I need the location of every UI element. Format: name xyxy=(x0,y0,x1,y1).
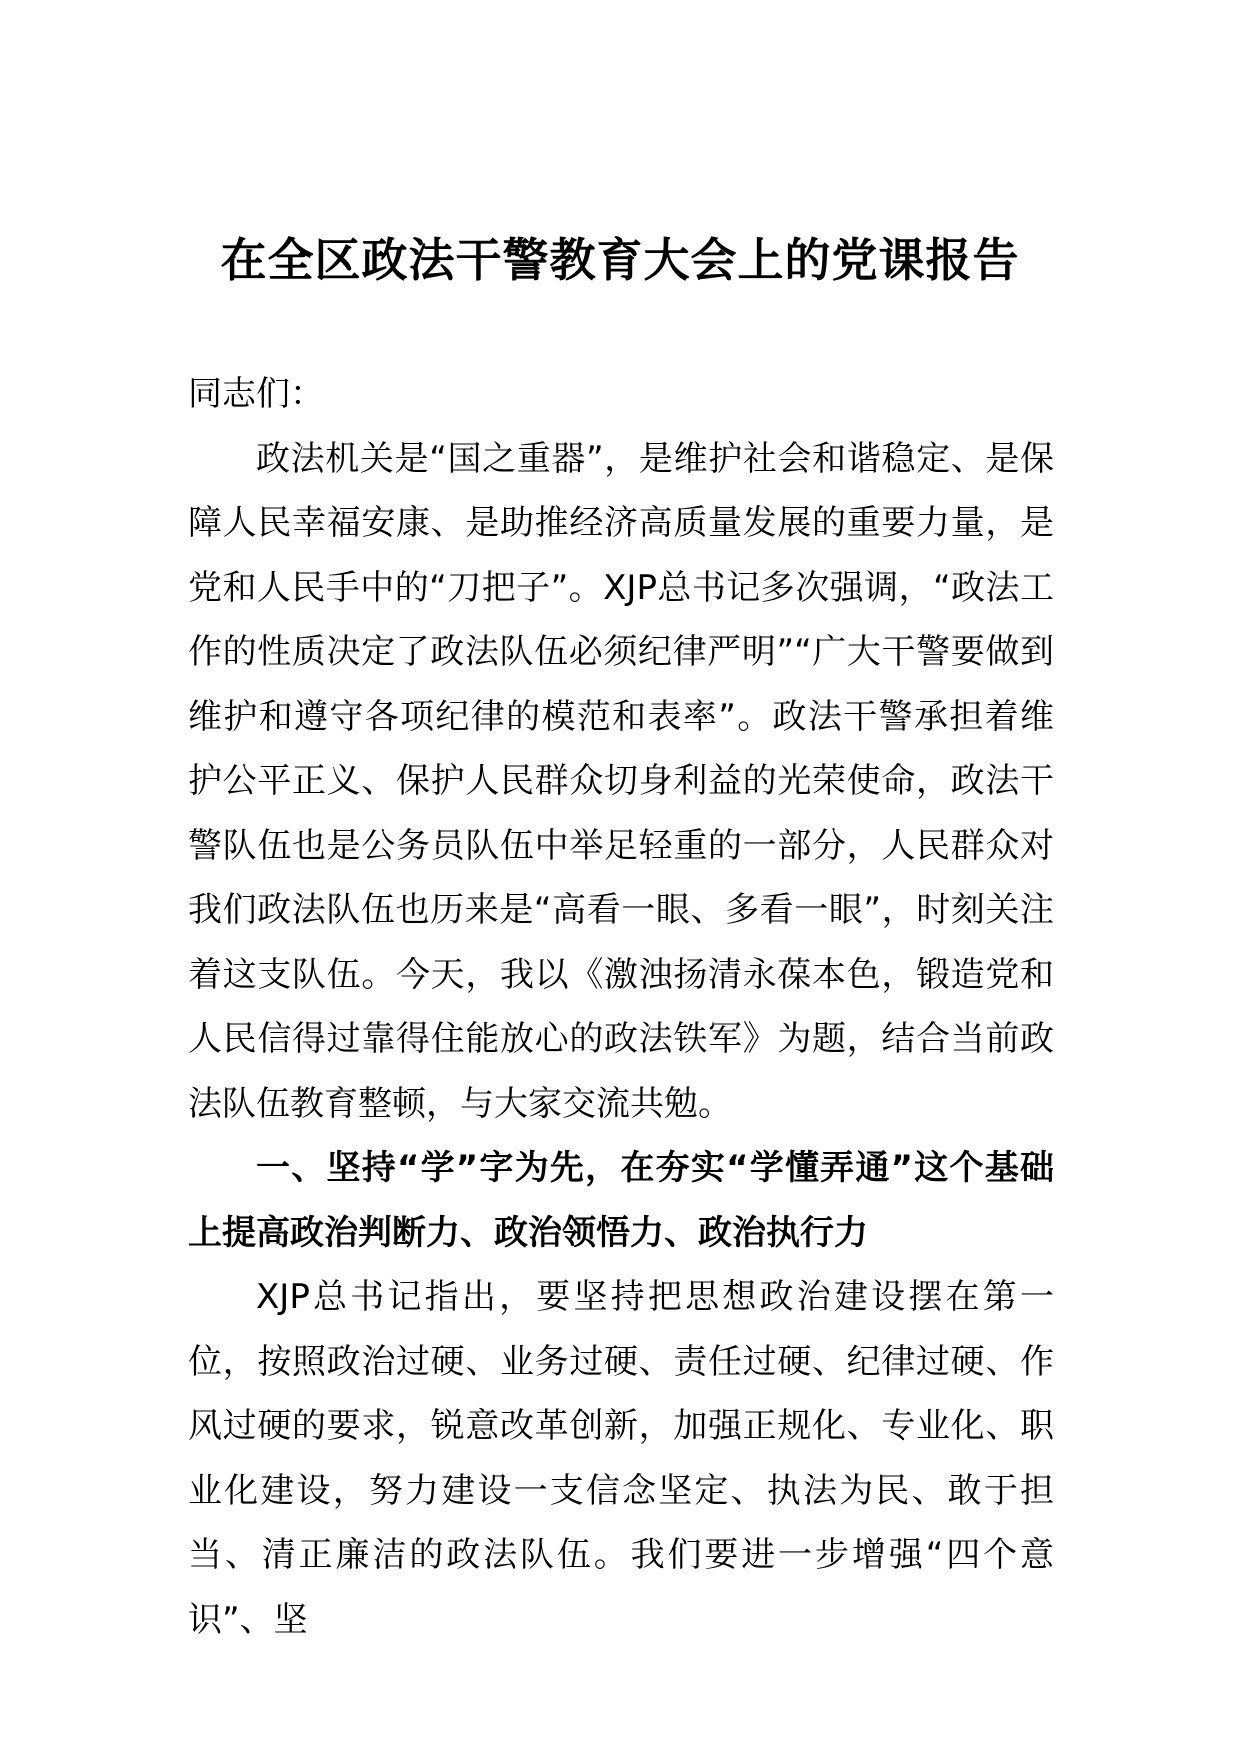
salutation: 同志们： xyxy=(188,374,324,414)
section-paragraph: XJP总书记指出，要坚持把思想政治建设摆在第一位，按照政治过硬、业务过硬、责任过硬、纪律过硬、作风过硬的要求，锐意改革创新，加强正规化、专业化、职业化建设，努力建设一支信念坚定、执法为民、敢于担当、清正廉洁的政法队伍。我们要进一步增强“四个意识”、坚 xyxy=(188,1277,1054,1640)
intro-paragraph: 政法机关是“国之重器”，是维护社会和谐稳定、是保障人民幸福安康、是助推经济高质量发展的重要力量，是党和人民手中的“刀把子”。XJP总书记多次强调，“政法工作的性质决定了政法队伍必须纪律严明”“广大干警要做到维护和遵守各项纪律的模范和表率”。政法干警承担着维护公平正义、保护人民群众切身利益的光荣使命，政法干警队伍也是公务员队伍中举足轻重的一部分，人民群众对我们政法队伍也历来是“高看一眼、多看一眼”，时刻关注着这支队伍。今天，我以《激浊扬清永葆本色，锻造党和人民信得过靠得住能放心的政法铁军》为题，结合当前政法队伍教育整顿，与大家交流共勉。 xyxy=(188,438,1054,1124)
document-title: 在全区政法干警教育大会上的党课报告 xyxy=(220,233,1020,287)
section-heading: 一、坚持“学”字为先，在夯实“学懂弄通”这个基础上提高政治判断力、政治领悟力、政治执行力 xyxy=(188,1148,1054,1253)
document-body xyxy=(188,362,1054,1652)
